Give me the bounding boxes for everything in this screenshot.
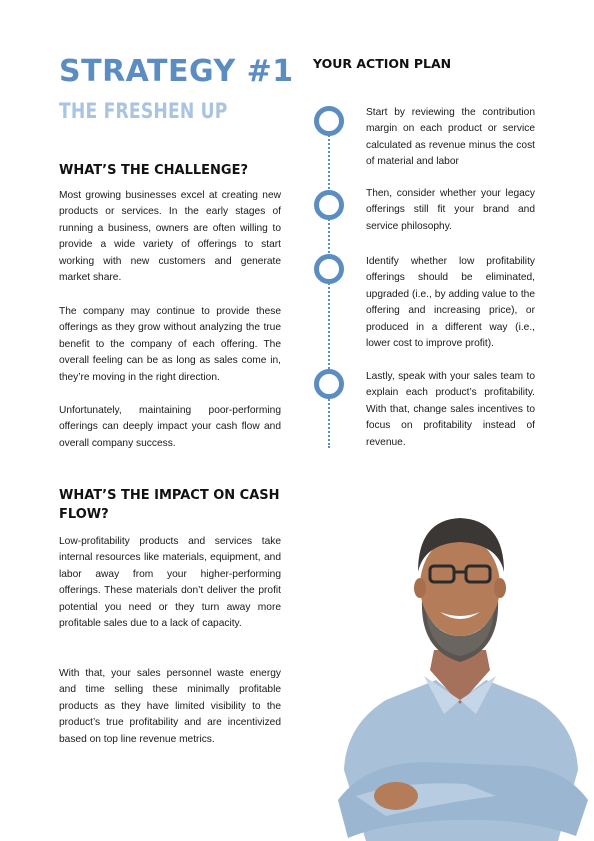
action-step-4: Lastly, speak with your sales team to explain each product’s profitability. With that, change sales incentives to focus on profitability instead of revenue. [366, 371, 535, 448]
impact-paragraph-1: Low-profitability products and services take internal resources like materials, equipment, and labor away from your higher-performing offerings. These materials don’t deliver the profit potential you need or they turn away more profitable sales due to a lack of capacity. [59, 536, 281, 630]
action-step-1: Start by reviewing the contribution margin on each product or service calculated as revenue minus the cost of material and labor [366, 107, 535, 168]
timeline-node-2 [314, 190, 344, 220]
timeline-node-4 [314, 369, 344, 399]
page-subtitle: THE FRESHEN UP [59, 99, 228, 123]
challenge-paragraph-2: The company may continue to provide these offerings as they grow without analyzing the true benefit to the company of each offering. The overall feeling can be as long as sales come in, they’re moving in the right direction. [59, 306, 281, 383]
challenge-heading: WHAT’S THE CHALLENGE? [59, 163, 249, 178]
challenge-paragraph-1: Most growing businesses excel at creating new products or services. In the early stages of running a business, owners are often willing to provide a wide variety of offerings to start working with new customers and generate market share. [59, 190, 281, 284]
timeline-node-1 [314, 106, 344, 136]
timeline-node-3 [314, 254, 344, 284]
challenge-paragraph-3: Unfortunately, maintaining poor-performing offerings can deeply impact your cash flow and overall company success. [59, 405, 281, 449]
action-step-3: Identify whether low profitability offerings should be eliminated, upgraded (i.e., by adding value to the offering and increasing price), or produced in a different way (i.e., lower cost to improve profit). [366, 256, 535, 350]
businessman-portrait-image [326, 500, 594, 841]
action-step-2: Then, consider whether your legacy offerings still fit your brand and service philosophy. [366, 188, 535, 232]
page-title: STRATEGY #1 [59, 54, 294, 89]
impact-paragraph-2: With that, your sales personnel waste energy and time selling these minimally profitable products as they have limited visibility to the product’s true profitability and are incentivized based on top line revenue metrics. [59, 668, 281, 745]
impact-heading: WHAT’S THE IMPACT ON CASH FLOW? [59, 488, 280, 522]
action-plan-title: YOUR ACTION PLAN [313, 56, 452, 71]
